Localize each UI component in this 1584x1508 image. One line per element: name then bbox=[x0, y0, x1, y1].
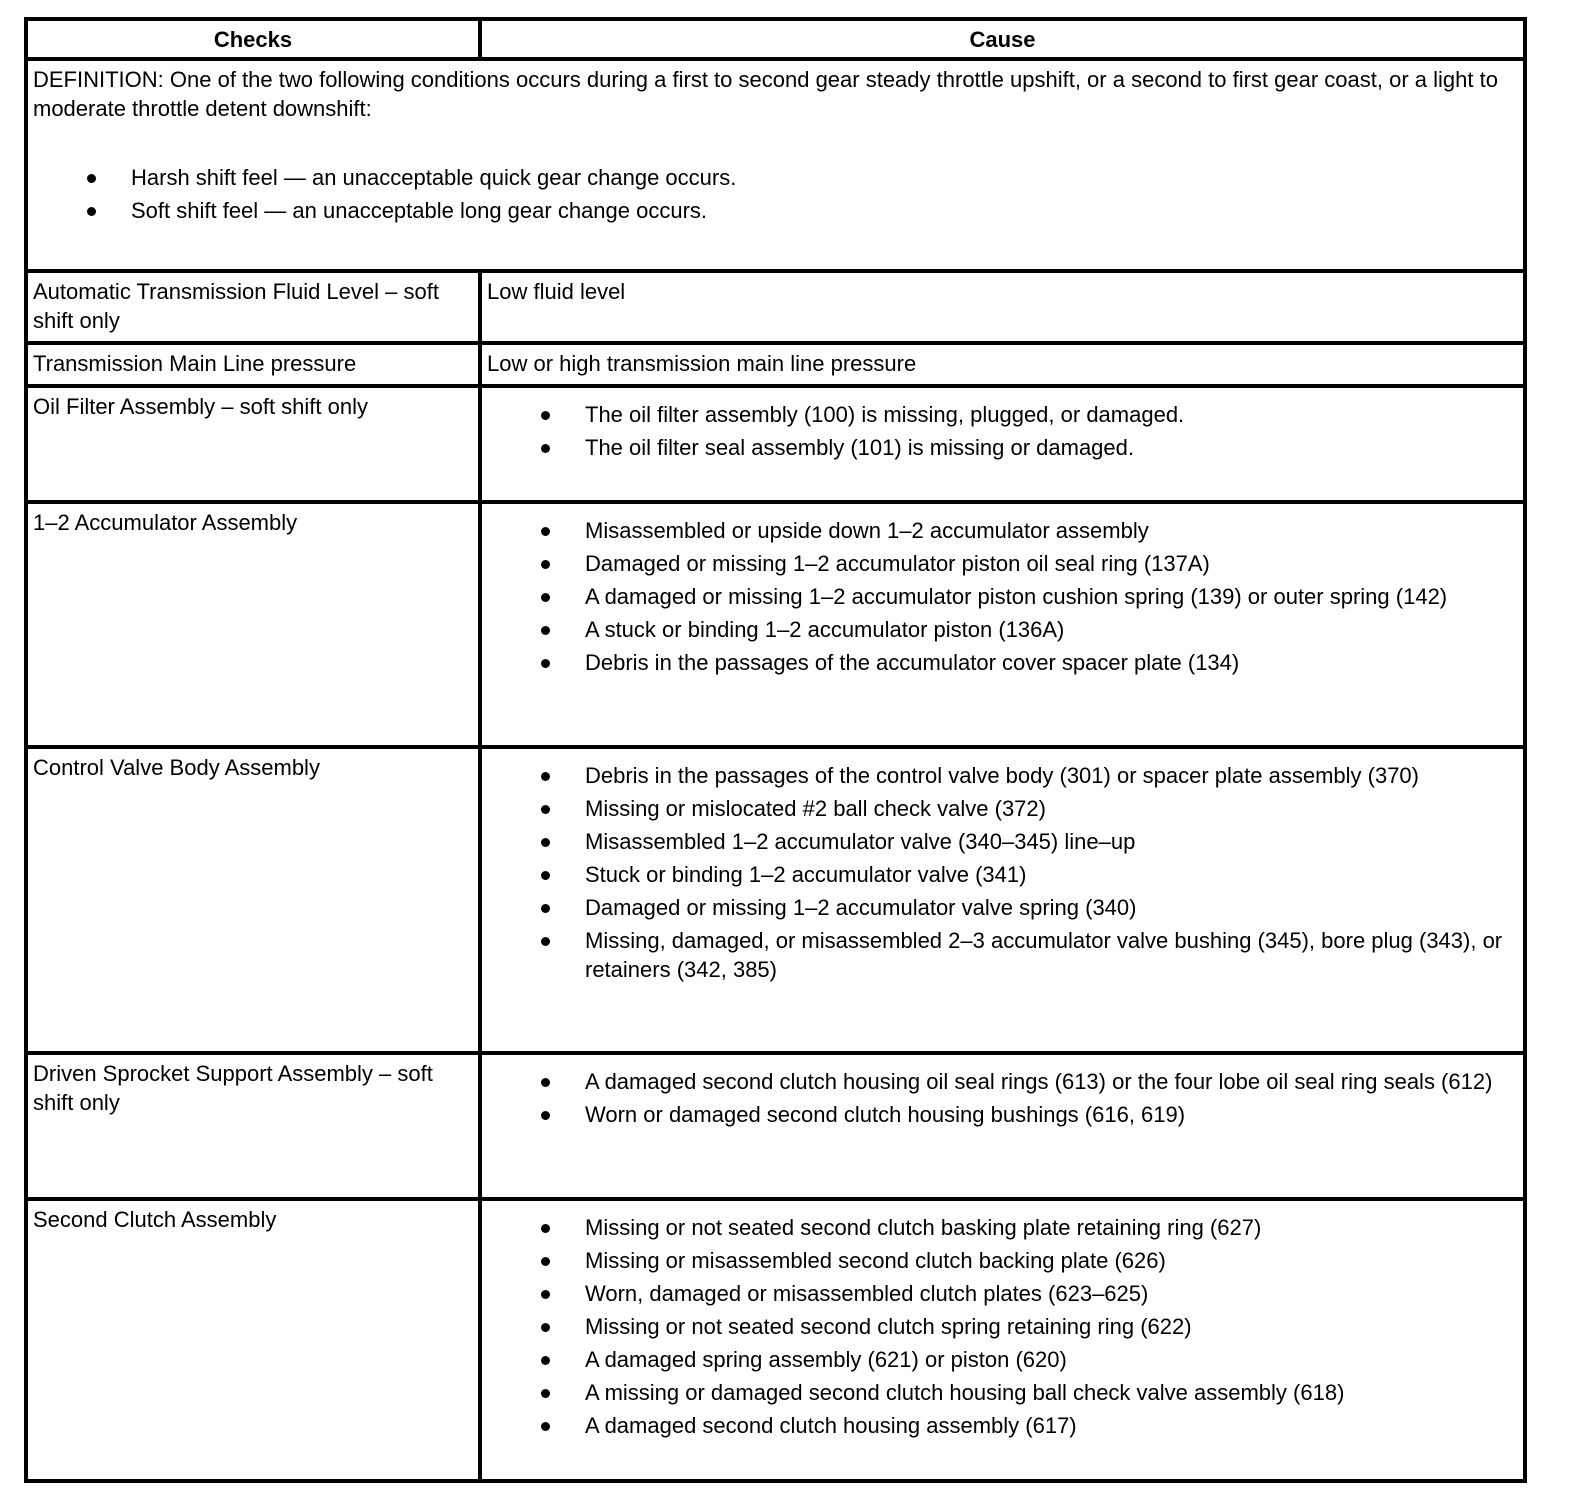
cause-cell bbox=[480, 1199, 1525, 1481]
cause-item: Misassembled or upside down 1–2 accumulator assembly bbox=[585, 516, 1518, 545]
cause-item: Missing or not seated second clutch basking plate retaining ring (627) bbox=[585, 1213, 1518, 1242]
cause-item: Damaged or missing 1–2 accumulator piston oil seal ring (137A) bbox=[585, 549, 1518, 578]
definition-list bbox=[33, 163, 1518, 225]
definition-item: Soft shift feel — an unacceptable long gear change occurs. bbox=[131, 196, 1518, 225]
table-row bbox=[26, 343, 1525, 386]
cause-item: Stuck or binding 1–2 accumulator valve (341) bbox=[585, 860, 1518, 889]
cause-item: A damaged second clutch housing oil seal rings (613) or the four lobe oil seal ring seals (612) bbox=[585, 1067, 1518, 1096]
table-row bbox=[26, 1199, 1525, 1481]
cause-item: Damaged or missing 1–2 accumulator valve spring (340) bbox=[585, 893, 1518, 922]
cause-cell: Low or high transmission main line pressure bbox=[480, 343, 1525, 386]
cause-item: Worn or damaged second clutch housing bushings (616, 619) bbox=[585, 1100, 1518, 1129]
table-row bbox=[26, 271, 1525, 343]
cause-item: Debris in the passages of the control valve body (301) or spacer plate assembly (370) bbox=[585, 761, 1518, 790]
definition-text: DEFINITION: One of the two following conditions occurs during a first to second gear steady throttle upshift, or a second to first gear coast, or a light to moderate throttle detent downshift: bbox=[33, 67, 1498, 121]
check-cell: Oil Filter Assembly – soft shift only bbox=[26, 386, 480, 502]
cause-list bbox=[487, 1213, 1518, 1440]
cause-item: Missing or not seated second clutch spring retaining ring (622) bbox=[585, 1312, 1518, 1341]
cause-item: A missing or damaged second clutch housing ball check valve assembly (618) bbox=[585, 1378, 1518, 1407]
cause-item: Misassembled 1–2 accumulator valve (340–345) line–up bbox=[585, 827, 1518, 856]
cause-item: The oil filter assembly (100) is missing, plugged, or damaged. bbox=[585, 400, 1518, 429]
cause-cell bbox=[480, 386, 1525, 502]
definition-row bbox=[26, 59, 1525, 271]
cause-item: The oil filter seal assembly (101) is missing or damaged. bbox=[585, 433, 1518, 462]
check-cell: 1–2 Accumulator Assembly bbox=[26, 502, 480, 747]
check-cell: Control Valve Body Assembly bbox=[26, 747, 480, 1053]
cause-item: A damaged second clutch housing assembly (617) bbox=[585, 1411, 1518, 1440]
check-cell: Automatic Transmission Fluid Level – soft shift only bbox=[26, 271, 480, 343]
check-cell: Second Clutch Assembly bbox=[26, 1199, 480, 1481]
cause-cell bbox=[480, 502, 1525, 747]
cause-list bbox=[487, 1067, 1518, 1129]
table-row bbox=[26, 747, 1525, 1053]
cause-item: Debris in the passages of the accumulator cover spacer plate (134) bbox=[585, 648, 1518, 677]
cause-item: Missing or mislocated #2 ball check valve (372) bbox=[585, 794, 1518, 823]
cause-item: A stuck or binding 1–2 accumulator piston (136A) bbox=[585, 615, 1518, 644]
table-row bbox=[26, 386, 1525, 502]
check-cell: Transmission Main Line pressure bbox=[26, 343, 480, 386]
cause-item: A damaged or missing 1–2 accumulator piston cushion spring (139) or outer spring (142) bbox=[585, 582, 1518, 611]
header-row bbox=[26, 19, 1525, 59]
table-row bbox=[26, 1053, 1525, 1199]
cause-item: Worn, damaged or misassembled clutch plates (623–625) bbox=[585, 1279, 1518, 1308]
cause-cell: Low fluid level bbox=[480, 271, 1525, 343]
checks-column-header: Checks bbox=[26, 19, 480, 59]
cause-list bbox=[487, 400, 1518, 462]
cause-cell bbox=[480, 1053, 1525, 1199]
cause-cell bbox=[480, 747, 1525, 1053]
definition-cell bbox=[26, 59, 1525, 271]
cause-column-header: Cause bbox=[480, 19, 1525, 59]
cause-item: A damaged spring assembly (621) or piston (620) bbox=[585, 1345, 1518, 1374]
cause-item: Missing, damaged, or misassembled 2–3 accumulator valve bushing (345), bore plug (343), or retainers (342, 385) bbox=[585, 926, 1518, 984]
diagnostic-table bbox=[24, 17, 1527, 1483]
cause-list bbox=[487, 761, 1518, 984]
table-row bbox=[26, 502, 1525, 747]
cause-item: Missing or misassembled second clutch backing plate (626) bbox=[585, 1246, 1518, 1275]
definition-item: Harsh shift feel — an unacceptable quick gear change occurs. bbox=[131, 163, 1518, 192]
check-cell: Driven Sprocket Support Assembly – soft shift only bbox=[26, 1053, 480, 1199]
cause-list bbox=[487, 516, 1518, 677]
